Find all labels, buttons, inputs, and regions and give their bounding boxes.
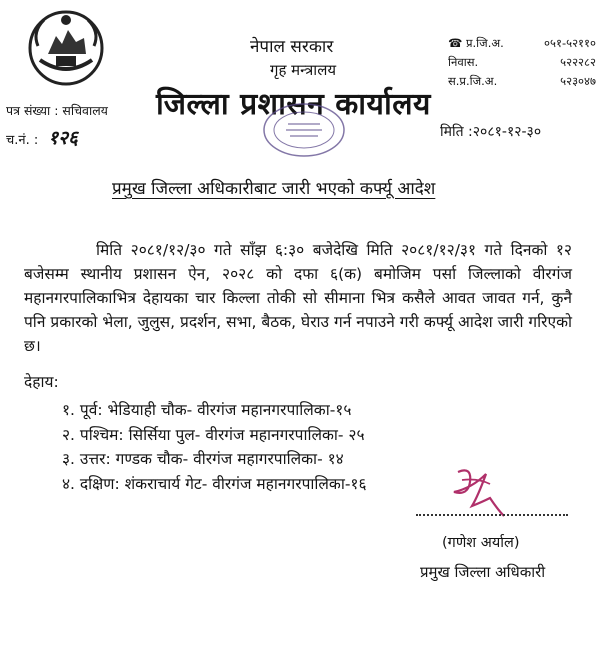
list-item: ४. दक्षिण: शंकराचार्य गेट- वीरगंज महानगरपालिका-१६ bbox=[62, 474, 367, 493]
signatory-name: (गणेश अर्याल) bbox=[442, 535, 520, 551]
contact-label: निवास. bbox=[448, 55, 479, 69]
contact-numbers bbox=[448, 34, 596, 91]
contact-label: स.प्र.जि.अ. bbox=[448, 74, 498, 88]
list-item: २. पश्चिम: सिर्सिया पुल- वीरगंज महानगरपालिका- २५ bbox=[62, 425, 365, 444]
order-body: मिति २०८१/१२/३० गते साँझ ६:३० बजेदेखि मिति २०८१/१२/३१ गते दिनको १२ बजेसम्म स्थानीय प्रशासन ऐन, २०२८ को दफा ६(क) बमोजिम पर्सा जिल्लाको वीरगंज महानगरपालिकाभित्र देहायका चार किल्ला तोकी सो सीमाना भित्र कसैले आवत जावत गर्न, कुनै पनि प्रकारको भेला, जुलुस, प्रदर्शन, सभा, बैठक, घेराउ गर्न नपाउने गरी कर्फ्यू आदेश जारी गरिएको छ। bbox=[24, 241, 572, 355]
government-name: नेपाल सरकार bbox=[250, 37, 334, 57]
chalani-number bbox=[6, 124, 78, 150]
chalani-label: च.नं. : bbox=[6, 133, 39, 148]
list-item: ३. उत्तर: गण्डक चौक- वीरगंज महागरपालिका- १४ bbox=[62, 450, 344, 468]
signatory-title: प्रमुख जिल्ला अधिकारी bbox=[420, 563, 546, 581]
contact-label: ☎ प्र.जि.अ. bbox=[448, 36, 504, 50]
letter-date: मिति :२०८१-१२-३० bbox=[440, 124, 542, 140]
office-stamp-icon bbox=[258, 100, 350, 160]
signature-line bbox=[416, 512, 568, 516]
contact-value: ०५१-५२११० bbox=[544, 36, 596, 50]
contact-value: ५२२२८२ bbox=[560, 55, 596, 69]
chalani-value: १२६ bbox=[48, 127, 78, 149]
nepal-emblem-icon bbox=[26, 8, 106, 88]
list-item: १. पूर्व: भेडियाही चौक- वीरगंज महानगरपालिका-१५ bbox=[62, 401, 352, 419]
limits-list bbox=[62, 398, 367, 496]
contact-value: ५२३०४७ bbox=[560, 74, 596, 88]
ministry-name: गृह मन्त्रालय bbox=[270, 61, 337, 79]
subject-heading: प्रमुख जिल्ला अधिकारीबाट जारी भएको कर्फ्यू आदेश bbox=[112, 179, 436, 199]
limits-heading: देहाय: bbox=[24, 373, 59, 391]
letter-number: पत्र संख्या : सचिवालय bbox=[6, 103, 108, 118]
office-title: जिल्ला प्रशासन कार्यालय bbox=[156, 87, 431, 122]
